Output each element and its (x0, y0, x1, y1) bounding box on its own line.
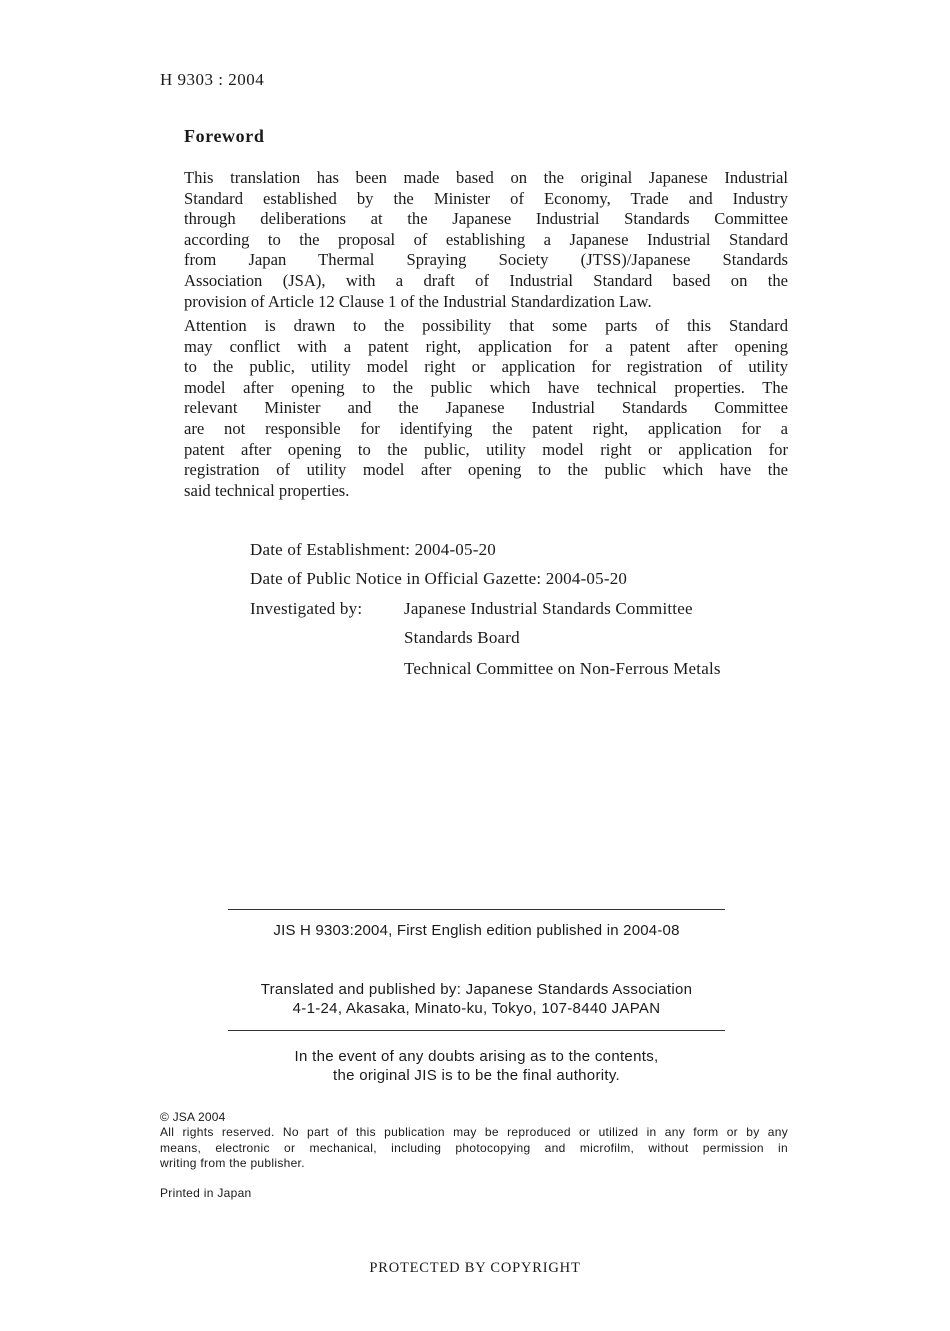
copyright-notice: © JSA 2004 (160, 1110, 226, 1124)
document-code: H 9303 : 2004 (160, 70, 265, 89)
authority-note-line-2: the original JIS is to be the final authority. (332, 1067, 620, 1084)
text-line: writing from the publisher. (160, 1156, 305, 1170)
establishment-date: Date of Establishment: 2004-05-20 (250, 540, 496, 559)
text-line: registration of utility model after opening to the public which have the (184, 460, 788, 480)
foreword-heading: Foreword (184, 126, 265, 146)
publisher-address: 4-1-24, Akasaka, Minato-ku, Tokyo, 107-8440 JAPAN (292, 1000, 661, 1017)
divider-top (228, 909, 725, 910)
text-line: All rights reserved. No part of this publication may be reproduced or utilized in any form or by any (160, 1125, 788, 1139)
investigated-by-technical-committee: Technical Committee on Non-Ferrous Metals (404, 659, 721, 678)
text-line: Association (JSA), with a draft of Industrial Standard based on the (184, 270, 788, 290)
text-line: relevant Minister and the Japanese Industrial Standards Committee (184, 398, 788, 418)
rights-statement (160, 1125, 788, 1172)
text-line: Standard established by the Minister of Economy, Trade and Industry (184, 188, 788, 208)
text-line: from Japan Thermal Spraying Society (JTSS)/Japanese Standards (184, 250, 788, 270)
text-line: provision of Article 12 Clause 1 of the Industrial Standardization Law. (184, 291, 652, 311)
authority-note-line-1: In the event of any doubts arising as to the contents, (294, 1048, 659, 1065)
text-line: according to the proposal of establishing a Japanese Industrial Standard (184, 229, 788, 249)
investigated-by-board: Standards Board (404, 628, 520, 647)
text-line: patent after opening to the public, utility model right or application for (184, 439, 788, 459)
investigated-by-label: Investigated by: (250, 599, 363, 618)
text-line: through deliberations at the Japanese Industrial Standards Committee (184, 209, 788, 229)
edition-statement: JIS H 9303:2004, First English edition published in 2004-08 (273, 922, 680, 939)
investigated-by-committee: Japanese Industrial Standards Committee (404, 599, 693, 618)
gazette-date: Date of Public Notice in Official Gazette: 2004-05-20 (250, 569, 628, 588)
publisher-statement: Translated and published by: Japanese Standards Association (260, 981, 693, 998)
text-line: said technical properties. (184, 480, 350, 500)
text-line: may conflict with a patent right, application for a patent after opening (184, 336, 788, 356)
text-line: are not responsible for identifying the patent right, application for a (184, 418, 788, 438)
text-line: Attention is drawn to the possibility that some parts of this Standard (184, 316, 788, 335)
printed-in-note: Printed in Japan (160, 1186, 252, 1200)
text-line: means, electronic or mechanical, including photocopying and microfilm, without permission in (160, 1140, 788, 1155)
divider-bottom (228, 1030, 725, 1031)
text-line: model after opening to the public which have technical properties. The (184, 377, 788, 397)
text-line: to the public, utility model right or application for registration of utility (184, 357, 788, 377)
text-line: This translation has been made based on the original Japanese Industrial (184, 168, 788, 187)
protected-by-copyright-footer: PROTECTED BY COPYRIGHT (369, 1260, 581, 1276)
foreword-paragraph-2 (184, 316, 788, 501)
foreword-paragraph-1 (184, 168, 788, 312)
